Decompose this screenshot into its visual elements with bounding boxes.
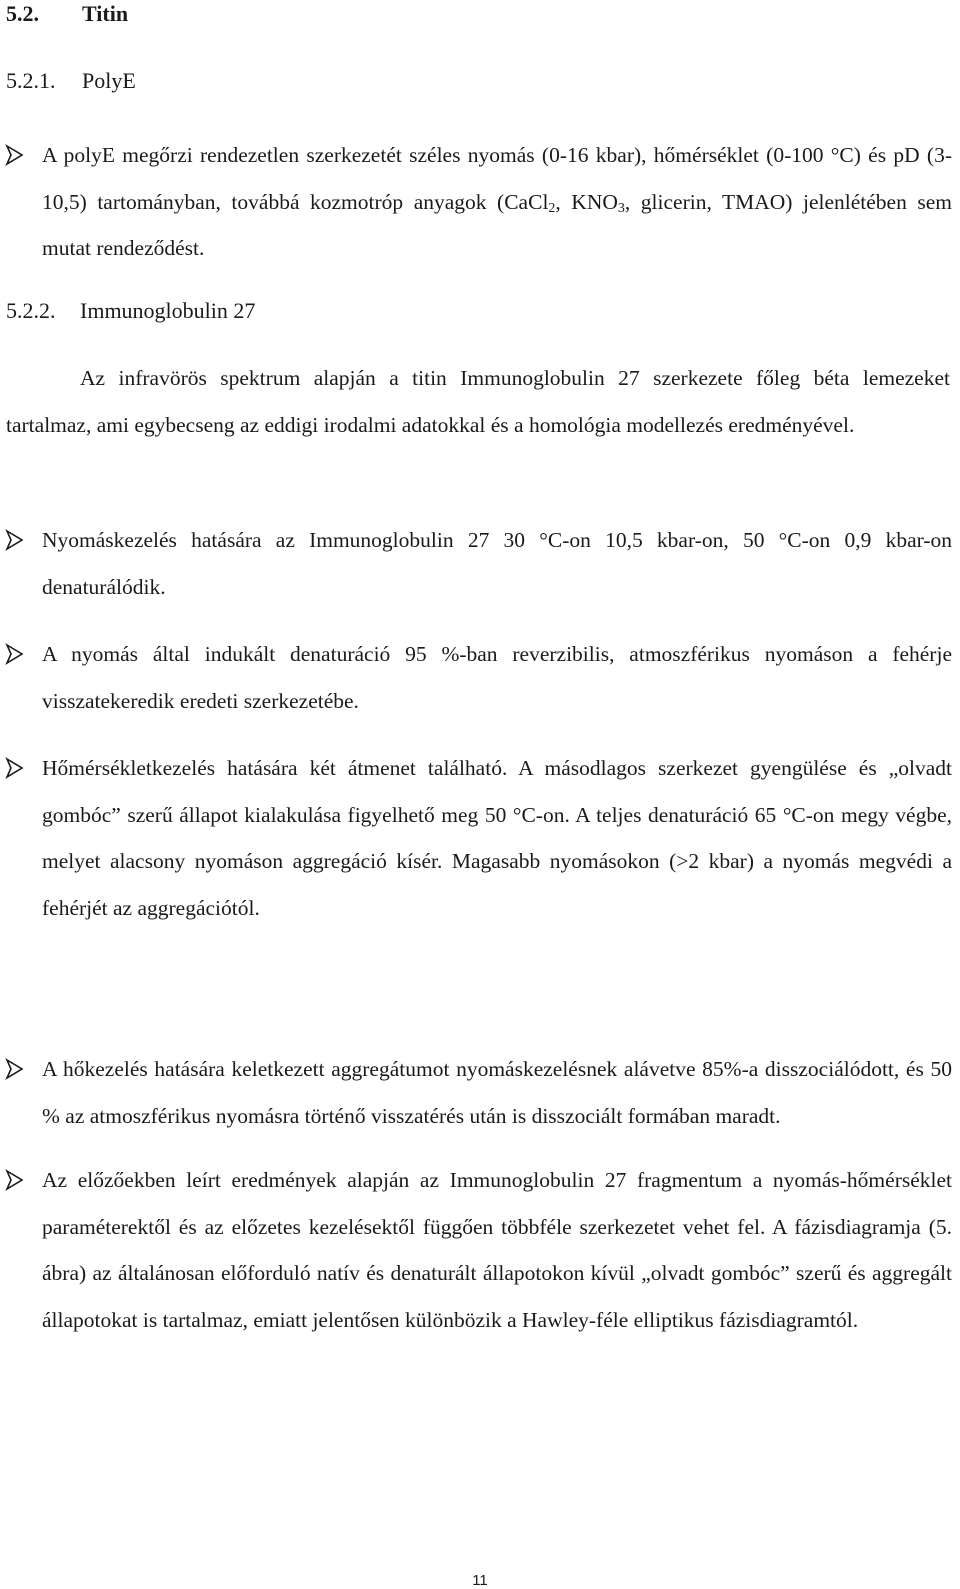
arrow-bullet-icon xyxy=(5,643,24,665)
section-title: Titin xyxy=(82,1,129,26)
arrow-bullet-icon xyxy=(5,529,24,551)
arrow-bullet-icon xyxy=(5,144,24,166)
subsection-title: PolyE xyxy=(82,68,136,93)
subsection-number: 5.2.1. xyxy=(6,68,56,93)
ig27-paragraph: Az infravörös spektrum alapján a titin Immunoglobulin 27 szerkezete főleg béta lemezeket tartalmaz, ami egybecseng az eddigi irodalmi adatokkal és a homológia modellezés eredményével. xyxy=(6,366,950,437)
subsection-number: 5.2.2. xyxy=(6,298,56,323)
bullet-text: Nyomáskezelés hatására az Immunoglobulin 27 30 °C-on 10,5 kbar-on, 50 °C-on 0,9 kbar-on denaturálódik. xyxy=(42,528,952,599)
subsection-heading-ig27 xyxy=(6,297,255,325)
subsection-heading-polye xyxy=(6,67,136,95)
bullet-text: Az előzőekben leírt eredmények alapján az Immunoglobulin 27 fragmentum a nyomás-hőmérséklet paraméterektől és az előzetes kezelésektől függően többféle szerkezetet vehet fel. A fázisdiagramja (5. ábra) az általánosan előforduló natív és denaturált állapotokon kívül „olvadt gombóc” szerű és aggregált állapotokat is tartalmaz, emiatt jelentősen különbözik a Hawley-féle elliptikus fázisdiagramtól. xyxy=(42,1168,952,1332)
bullet-text: Hőmérsékletkezelés hatására két átmenet található. A másodlagos szerkezet gyengülése és „olvadt gombóc” szerű állapot kialakulása figyelhető meg 50 °C-on. A teljes denaturáció 65 °C-on megy végbe, melyet alacsony nyomáson aggregáció kísér. Magasabb nyomásokon (>2 kbar) a nyomás megvédi a fehérjét az aggregációtól. xyxy=(42,756,952,920)
arrow-bullet-icon xyxy=(5,757,24,779)
subsection-title: Immunoglobulin 27 xyxy=(80,298,256,323)
bullet-text: A nyomás által indukált denaturáció 95 %-ban reverzibilis, atmoszférikus nyomáson a fehérje visszatekeredik eredeti szerkezetébe. xyxy=(42,642,952,713)
bullet-text: A polyE megőrzi rendezetlen szerkezetét széles nyomás (0-16 kbar), hőmérséklet (0-100 °C) és pD (3-10,5) tartományban, továbbá kozmotróp anyagok (CaCl$_2$, $KNO_3$, glicerin, TMAO) jelenlétében sem mutat rendeződést. xyxy=(42,143,952,260)
section-heading xyxy=(6,0,128,28)
section-number: 5.2. xyxy=(6,1,39,26)
arrow-bullet-icon xyxy=(5,1169,24,1191)
bullet-item-polye xyxy=(0,132,952,272)
arrow-bullet-icon xyxy=(5,1058,24,1080)
bullet-text: A hőkezelés hatására keletkezett aggregátumot nyomáskezelésnek alávetve 85%-a disszociálódott, és 50 % az atmoszférikus nyomásra történő visszatérés után is disszociált formában maradt. xyxy=(42,1057,952,1128)
page-number: 11 xyxy=(472,1572,488,1589)
